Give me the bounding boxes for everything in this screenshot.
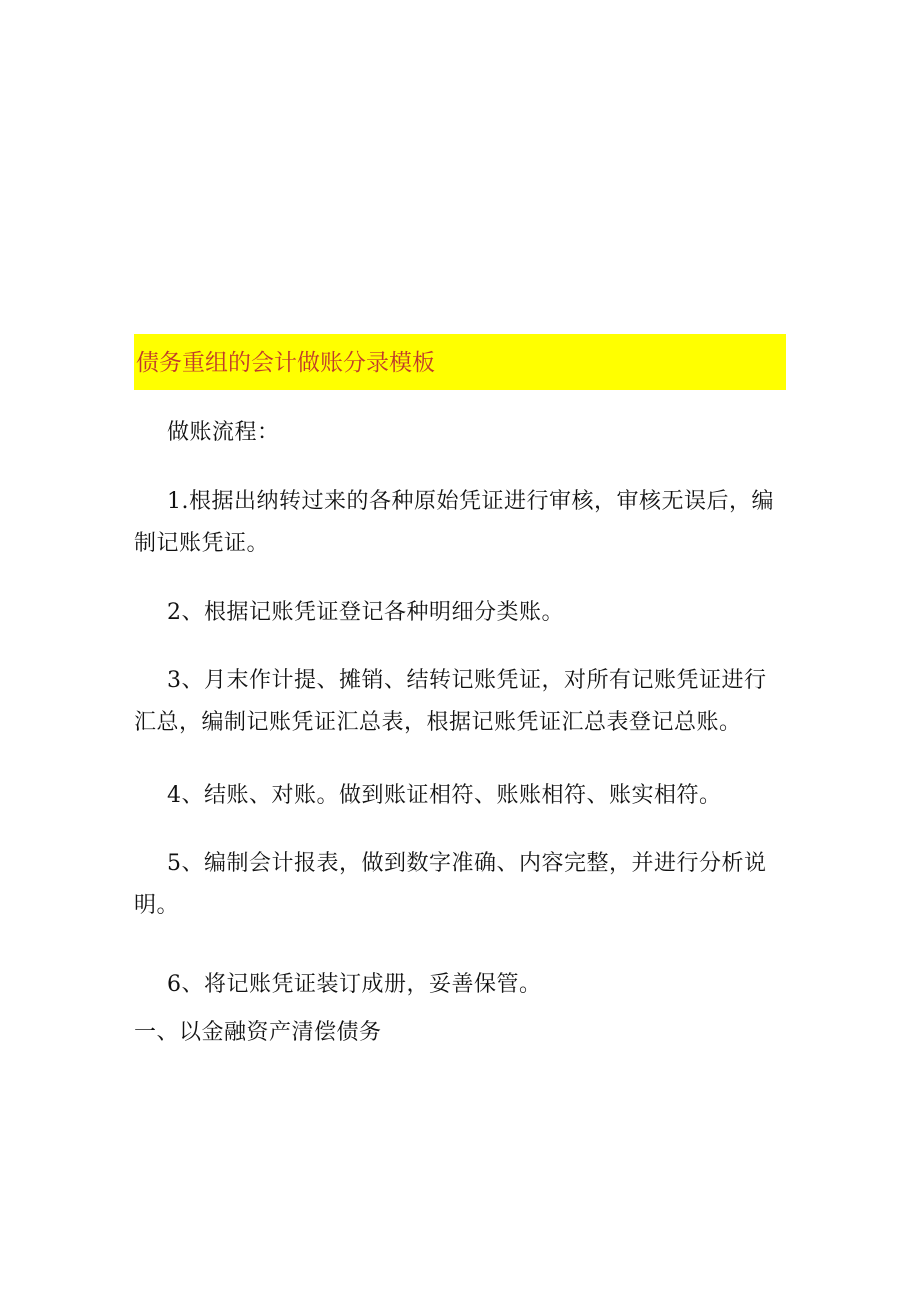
- step-1-line-1: 1.根据出纳转过来的各种原始凭证进行审核，审核无误后，编: [167, 489, 774, 514]
- step-1: [134, 481, 786, 565]
- section-heading: 一、以金融资产清偿债务: [134, 1020, 382, 1045]
- step-5-line-1: 5、编制会计报表，做到数字准确、内容完整，并进行分析说: [167, 851, 767, 876]
- document-title: 债务重组的会计做账分录模板: [136, 350, 435, 376]
- step-3-line-1: 3、月末作计提、摊销、结转记账凭证，对所有记账凭证进行: [167, 668, 767, 693]
- step-4: 4、结账、对账。做到账证相符、账账相符、账实相符。: [167, 783, 722, 808]
- step-1-line-2: 制记账凭证。: [134, 531, 270, 556]
- step-5-line-2: 明。: [134, 893, 180, 918]
- step-3: [134, 660, 786, 744]
- process-heading: 做账流程：: [167, 420, 280, 445]
- step-5: [134, 843, 786, 927]
- step-6: 6、将记账凭证装订成册，妥善保管。: [167, 972, 542, 997]
- step-2: 2、根据记账凭证登记各种明细分类账。: [167, 600, 564, 625]
- step-3-line-2: 汇总，编制记账凭证汇总表，根据记账凭证汇总表登记总账。: [134, 710, 742, 735]
